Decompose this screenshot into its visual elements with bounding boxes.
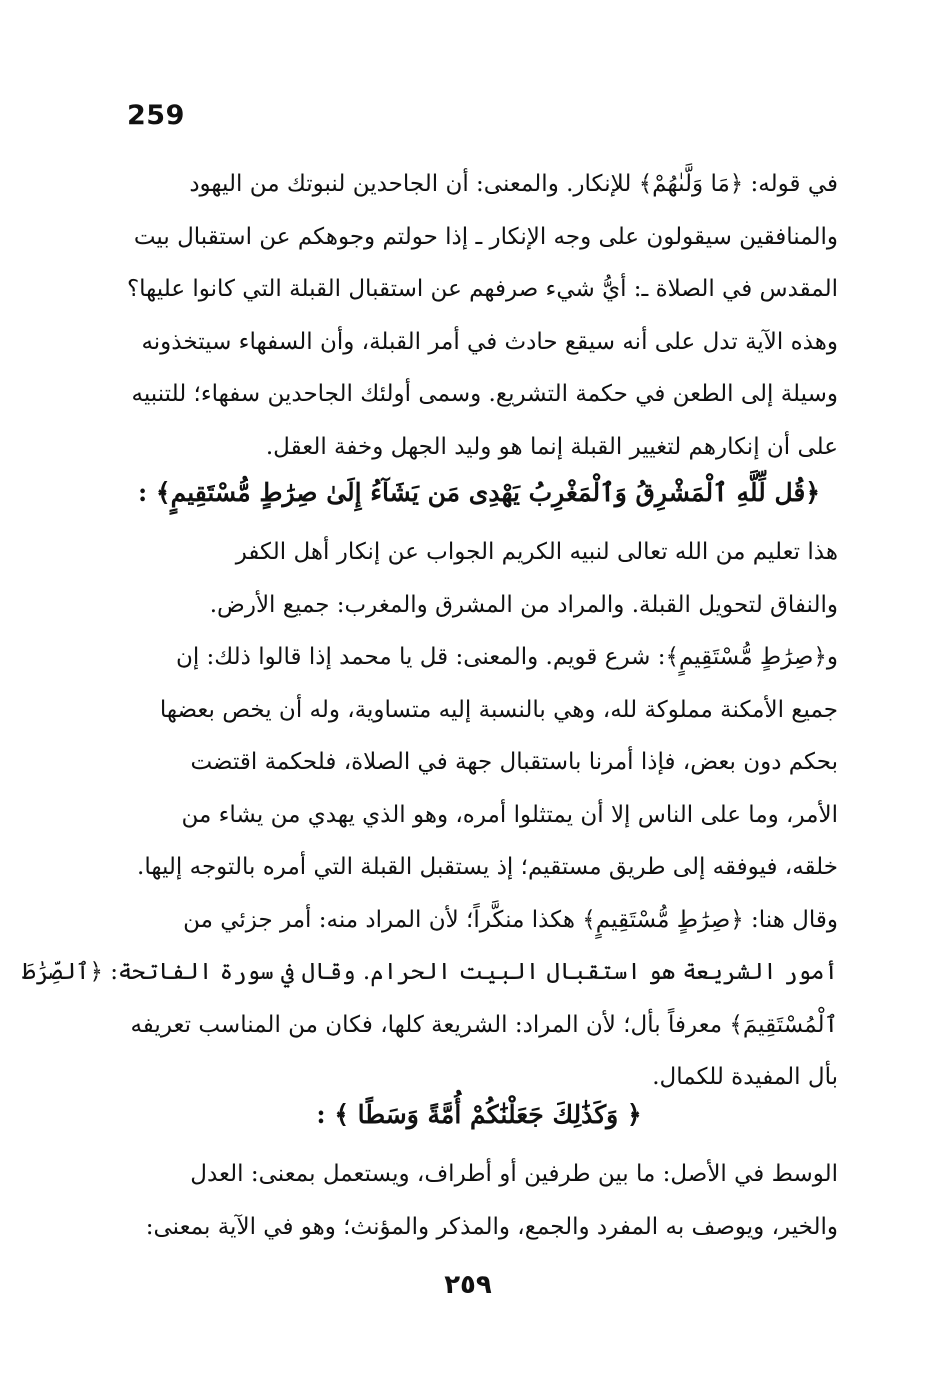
text-line: وهذه الآية تدل على أنه سيقع حادث في أمر القبلة، وأن السفهاء سيتخذونه: [141, 328, 838, 355]
text-line: هذا تعليم من الله تعالى لنبيه الكريم الجواب عن إنكار أهل الكفر: [235, 539, 838, 565]
page-number-bottom: ٢٥٩: [444, 1270, 492, 1300]
text-line: على أن إنكارهم لتغيير القبلة إنما هو وليد الجهل وخفة العقل.: [265, 433, 838, 460]
text-line: المقدس في الصلاة ـ: أيُّ شيء صرفهم عن استقبال القبلة التي كانوا عليها؟: [126, 276, 838, 302]
text-line: والمنافقين سيقولون على وجه الإنكار ـ إذا حولتم وجوهكم عن استقبال بيت: [133, 223, 838, 250]
text-line: أمور الشريعة هو استقبال البيت الحرام. وقال في سورة الفاتحة: ﴿ٱلصِّرَٰطَ: [22, 959, 838, 985]
page-number-top: 259: [127, 100, 185, 131]
text-line: بأل المفيدة للكمال.: [652, 1064, 838, 1090]
text-line: جميع الأمكنة مملوكة لله، وهي بالنسبة إليه متساوية، وله أن يخص بعضها: [159, 696, 838, 723]
paragraph-1: [120, 158, 838, 473]
text-line: وسيلة إلى الطعن في حكمة التشريع. وسمى أولئك الجاحدين سفهاء؛ للتنبيه: [131, 381, 838, 407]
text-line: ٱلْمُسْتَقِيمَ﴾ معرفاً بأل؛ لأن المراد: الشريعة كلها، فكان من المناسب تعريفه: [130, 1011, 838, 1038]
text-line: الوسط في الأصل: ما بين طرفين أو أطراف، ويستعمل بمعنى: العدل: [190, 1161, 838, 1187]
text-line: والخير، ويوصف به المفرد والجمع، والمذكر والمؤنث؛ وهو في الآية بمعنى:: [145, 1213, 838, 1240]
text-line: والنفاق لتحويل القبلة. والمراد من المشرق والمغرب: جميع الأرض.: [209, 591, 838, 618]
text-line: و﴿صِرَٰطٍ مُّسْتَقِيمٍ﴾: شرع قويم. والمعنى: قل يا محمد إذا قالوا ذلك: إن: [175, 644, 838, 670]
verse-heading-2: ﴿ وَكَذَٰلِكَ جَعَلْنَٰكُمْ أُمَّةً وَسَطًا ﴾ :: [316, 1100, 642, 1129]
text-line: وقال هنا: ﴿صِرَٰطٍ مُّسْتَقِيمٍ﴾ هكذا منكَّراً؛ لأن المراد منه: أمر جزئي من: [183, 906, 838, 933]
paragraph-2: [22, 526, 838, 1104]
text-line: في قوله: ﴿مَا وَلَّىٰهُمْ﴾ للإنكار. والمعنى: أن الجاحدين لنبوتك من اليهود: [189, 171, 838, 197]
verse-heading-1: ﴿قُل لِّلَّهِ ٱلْمَشْرِقُ وَٱلْمَغْرِبُ يَهْدِى مَن يَشَآءُ إِلَىٰ صِرَٰطٍ مُّسْتَقِيمٍ﴾ :: [138, 478, 820, 507]
text-line: الأمر، وما على الناس إلا أن يمتثلوا أمره، وهو الذي يهدي من يشاء من: [181, 801, 838, 828]
paragraph-3: [120, 1148, 838, 1253]
text-line: خلقه، فيوفقه إلى طريق مستقيم؛ إذ يستقبل القبلة التي أمره بالتوجه إليها.: [137, 854, 838, 880]
text-line: بحكم دون بعض، فإذا أمرنا باستقبال جهة في الصلاة، فلحكمة اقتضت: [190, 749, 838, 775]
